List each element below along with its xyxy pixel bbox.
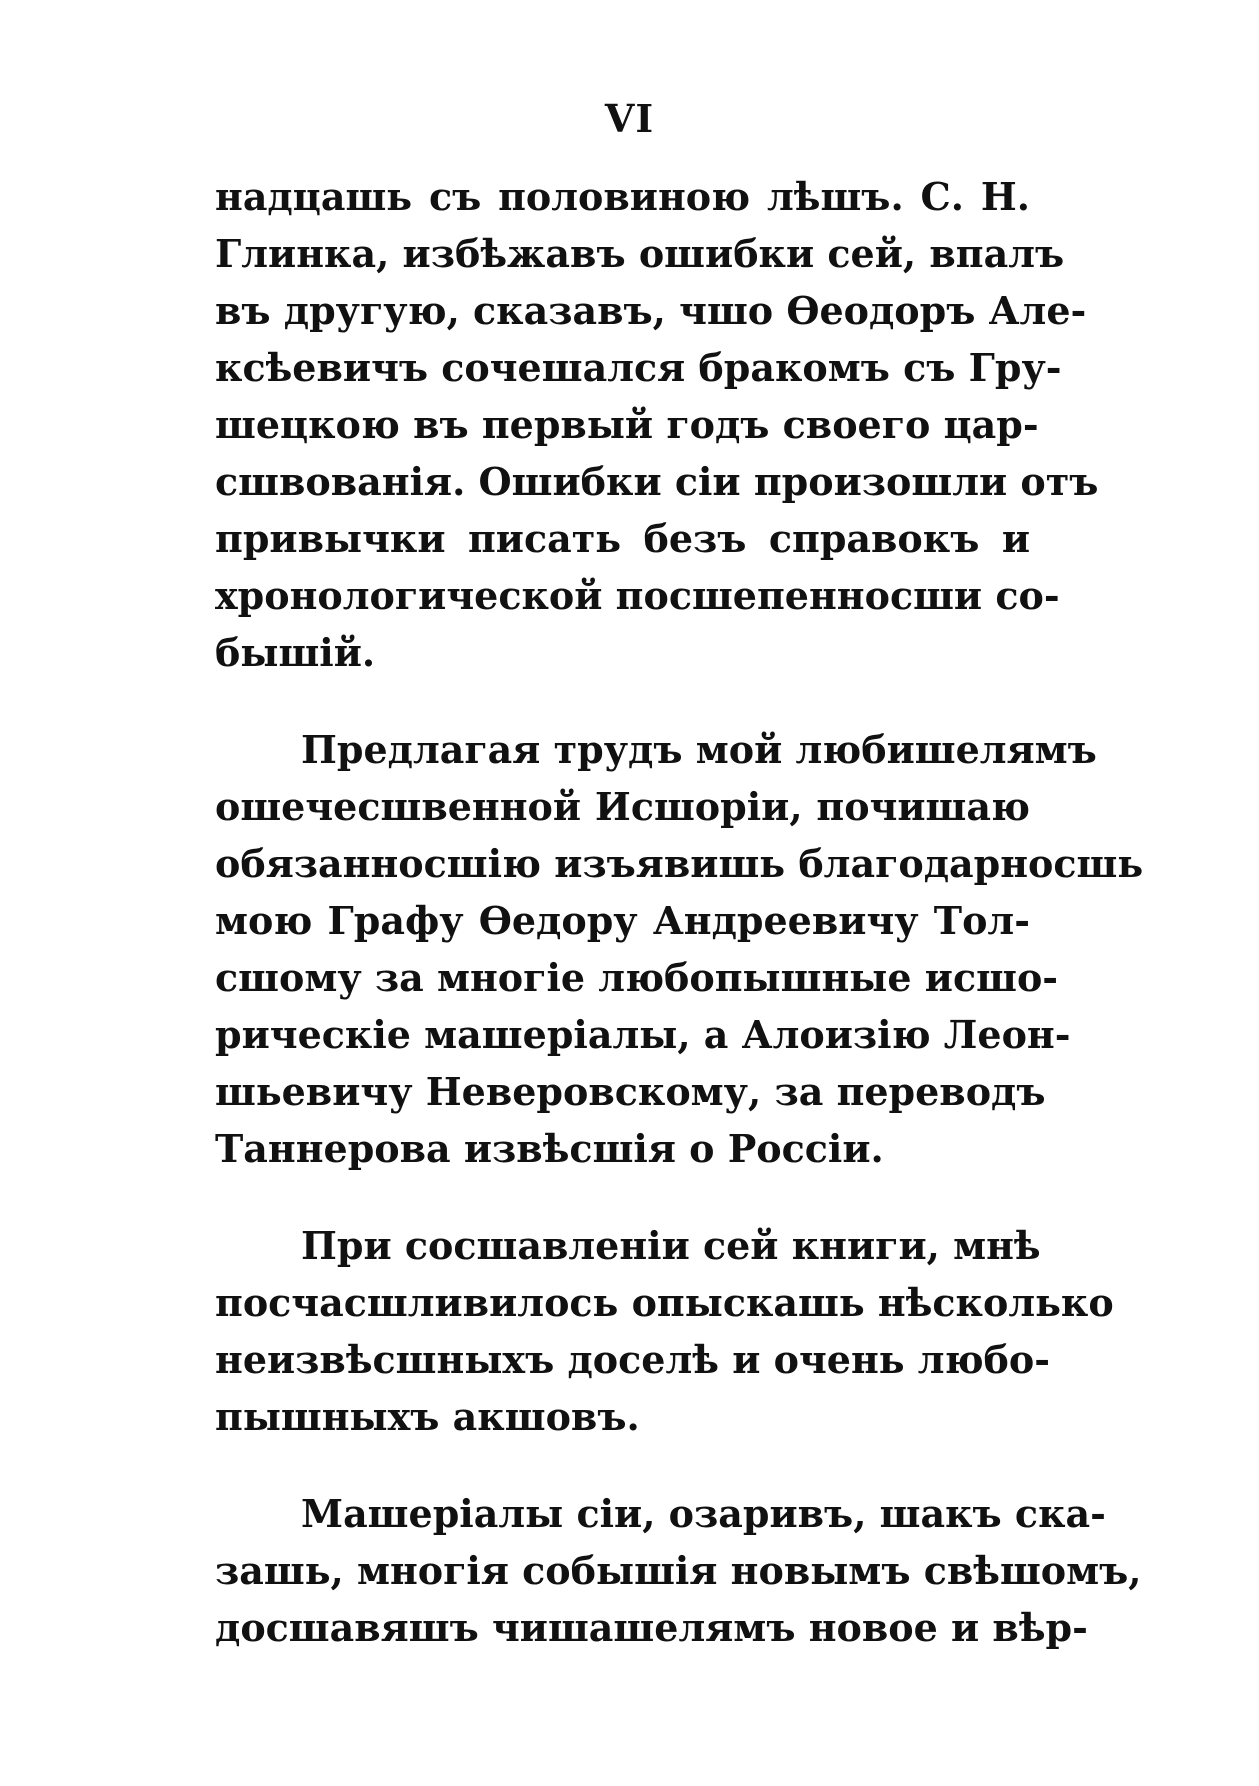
text-line: обязанносшію изъявишь благодарносшь bbox=[215, 841, 1144, 886]
text-line: шецкою въ первый годъ своего цар- bbox=[215, 402, 1039, 447]
paragraph-1 bbox=[215, 168, 1099, 681]
text-line: шьевичу Неверовскому, за переводъ bbox=[215, 1069, 1046, 1114]
text-line: рическіе машеріалы, а Алоизію Леон- bbox=[215, 1012, 1071, 1057]
text-line: При сосшавленіи сей книги, мнѣ bbox=[301, 1223, 1041, 1268]
text-line: зашь, многія собышія новымъ свѣшомъ, bbox=[215, 1548, 1142, 1593]
paragraph-gap bbox=[215, 681, 1030, 721]
text-line: Предлагая трудъ мой любишелямъ bbox=[301, 727, 1097, 772]
text-line: хронологической посшепенносши со- bbox=[215, 573, 1060, 618]
paragraph-gap bbox=[215, 1445, 1030, 1485]
text-line: привычки писать безъ справокъ и bbox=[215, 516, 1030, 561]
text-line: неизвѣсшныхъ доселѣ и очень любо- bbox=[215, 1337, 1050, 1382]
text-line: досшавяшъ чишашелямъ новое и вѣр- bbox=[215, 1605, 1088, 1650]
text-line: пышныхъ акшовъ. bbox=[215, 1394, 640, 1439]
text-line: сшвованія. Ошибки сіи произошли отъ bbox=[215, 459, 1099, 504]
body-text bbox=[215, 168, 1144, 1656]
text-line: Глинка, избѣжавъ ошибки сей, впалъ bbox=[215, 231, 1065, 276]
text-line: бышій. bbox=[215, 630, 376, 675]
page-number: VI bbox=[604, 96, 655, 141]
text-line: въ другую, сказавъ, чшо Ѳеодоръ Але- bbox=[215, 288, 1087, 333]
text-line: мою Графу Ѳедору Андреевичу Тол- bbox=[215, 898, 1030, 943]
paragraph-3 bbox=[215, 1217, 1114, 1445]
text-line: ксѣевичъ сочешался бракомъ съ Гру- bbox=[215, 345, 1062, 390]
paragraph-4 bbox=[215, 1485, 1142, 1656]
text-line: посчасшливилось опыскашь нѣсколько bbox=[215, 1280, 1114, 1325]
text-line: Таннерова извѣсшія о Россіи. bbox=[215, 1126, 884, 1171]
text-line: ошечесшвенной Исшоріи, почишаю bbox=[215, 784, 1030, 829]
text-line: сшому за многіе любопышные исшо- bbox=[215, 955, 1059, 1000]
paragraph-2 bbox=[215, 721, 1144, 1177]
text-line: Машеріалы сіи, озаривъ, шакъ ска- bbox=[301, 1491, 1106, 1536]
text-line: надцашь съ половиною лѣшъ. С. Н. bbox=[215, 174, 1030, 219]
paragraph-gap bbox=[215, 1177, 1030, 1217]
